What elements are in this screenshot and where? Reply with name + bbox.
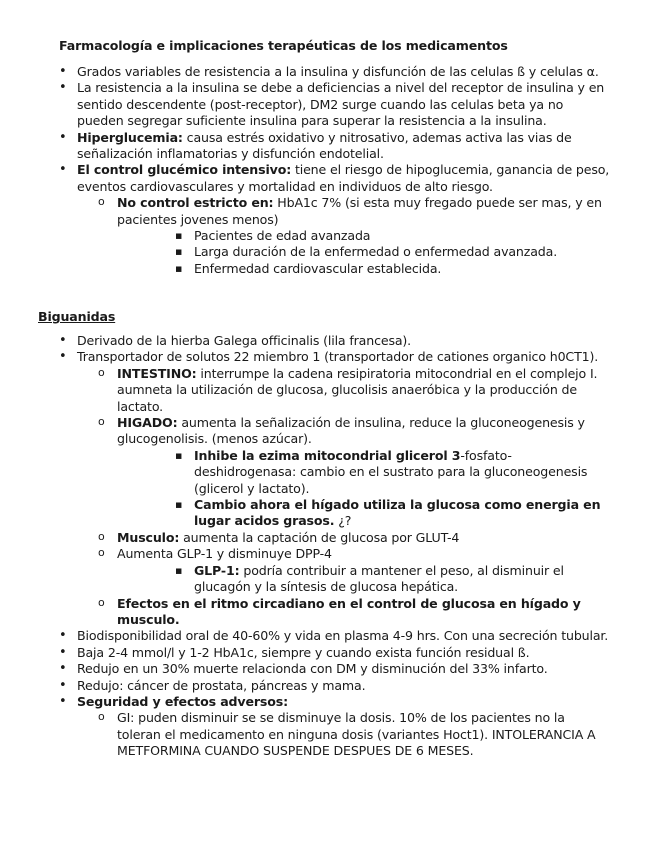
intro-bullet-list (57, 64, 612, 277)
list-item: • Redujo: cáncer de prostata, páncreas y mama. (57, 678, 612, 694)
list-item: o Aumenta GLP-1 y disminuye DPP-4 ▪ GLP-1: podría contribuir a mantener el peso, al disminuir el glucagón y la síntesis de glucosa hepática. (77, 546, 612, 595)
list-item: • Redujo en un 30% muerte relacionda con DM y disminución del 33% infarto. (57, 661, 612, 677)
list-item: o No control estricto en: HbA1c 7% (si esta muy fregado puede ser mas, y en pacientes jovenes menos) ▪ Pacientes de edad avanzada ▪ Larga duración de la enfermedad o enfermedad avanzada. ▪ Enfermedad cardiovascular establecida. (77, 195, 612, 277)
list-item: ▪ Cambio ahora el hígado utiliza la glucosa como energia en lugar acidos grasos. ¿? (117, 497, 612, 530)
biguanidas-bullet-list (57, 333, 612, 760)
section-heading: Biguanidas (38, 309, 116, 324)
sublist (77, 366, 612, 629)
list-item: • Derivado de la hierba Galega officinalis (lila francesa). (57, 333, 612, 349)
list-item: • Biodisponibilidad oral de 40-60% y vida en plasma 4-9 hrs. Con una secreción tubular. (57, 628, 612, 644)
list-item: ▪ Inhibe la ezima mitocondrial glicerol 3-fosfato- deshidrogenasa: cambio en el sustrato para la gluconeogenesis (glicerol y lactato). (117, 448, 612, 497)
list-item: ▪ Enfermedad cardiovascular establecida. (117, 261, 612, 277)
page-title: Farmacología e implicaciones terapéuticas de los medicamentos (59, 38, 508, 53)
list-item: o GI: puden disminuir se se disminuye la dosis. 10% de los pacientes no la toleran el medicamento en ninguna dosis (variantes Hoct1). INTOLERANCIA A METFORMINA CUANDO SUSPENDE DESPUES DE 6 MESES. (77, 710, 612, 759)
sublist (77, 195, 612, 277)
sublist (117, 228, 612, 277)
list-item: o Musculo: aumenta la captación de glucosa por GLUT-4 (77, 530, 612, 546)
list-item: o INTESTINO: interrumpe la cadena resipiratoria mitocondrial en el complejo I. aumneta la utilización de glucosa, glucolisis anaeróbica y la producción de lactato. (77, 366, 612, 415)
sublist (77, 710, 612, 759)
list-item: • Baja 2-4 mmol/l y 1-2 HbA1c, siempre y cuando exista función residual ß. (57, 645, 612, 661)
list-item: • La resistencia a la insulina se debe a deficiencias a nivel del receptor de insulina y en sentido descendente (post-receptor), DM2 surge cuando las celulas beta ya no pueden segregar suficiente insulina para superar la resistencia a la insulina. (57, 80, 612, 129)
list-item: ▪ Larga duración de la enfermedad o enfermedad avanzada. (117, 244, 612, 260)
list-item: • Transportador de solutos 22 miembro 1 (transportador de cationes organico h0CT1). o INTESTINO: interrumpe la cadena resipiratoria mitocondrial en el complejo I. aumneta la utilización de glucosa, glucolisis anaeróbica y la producción de lactato. o HIGADO: aumenta la señalización de insulina, reduce la gluconeogenesis y glucogenolisis. (menos azúcar). ▪ Inhibe la ezima mitocondrial glicerol 3-fosfato- deshidrogenasa: cambio en el sustrato para la gluconeogenesis (glicerol y lactato). ▪ Cambio ahora el hígado utiliza la glucosa como energia en lugar acidos grasos. ¿? o Musculo: aumenta la captación de glucosa por GLUT-4 o Aumenta GLP-1 y disminuye DPP-4 ▪ GLP-1: podría contribuir a mantener el peso, al disminuir el glucagón y la síntesis de glucosa hepática. o Efectos en el ritmo circadiano en el control de glucosa en hígado y musculo. (57, 349, 612, 628)
list-item: • Grados variables de resistencia a la insulina y disfunción de las celulas ß y celulas α. (57, 64, 612, 80)
list-item: • Hiperglucemia: causa estrés oxidativo y nitrosativo, ademas activa las vias de señalización inflamatorias y disfunción endotelial. (57, 130, 612, 163)
list-item: o HIGADO: aumenta la señalización de insulina, reduce la gluconeogenesis y glucogenolisis. (menos azúcar). ▪ Inhibe la ezima mitocondrial glicerol 3-fosfato- deshidrogenasa: cambio en el sustrato para la gluconeogenesis (glicerol y lactato). ▪ Cambio ahora el hígado utiliza la glucosa como energia en lugar acidos grasos. ¿? (77, 415, 612, 530)
list-item: • Seguridad y efectos adversos: o GI: puden disminuir se se disminuye la dosis. 10% de los pacientes no la toleran el medicamento en ninguna dosis (variantes Hoct1). INTOLERANCIA A METFORMINA CUANDO SUSPENDE DESPUES DE 6 MESES. (57, 694, 612, 760)
sublist (117, 563, 612, 596)
sublist (117, 448, 612, 530)
list-item: ▪ Pacientes de edad avanzada (117, 228, 612, 244)
list-item: • El control glucémico intensivo: tiene el riesgo de hipoglucemia, ganancia de peso, eventos cardiovasculares y mortalidad en individuos de alto riesgo. o No control estricto en: HbA1c 7% (si esta muy fregado puede ser mas, y en pacientes jovenes menos) ▪ Pacientes de edad avanzada ▪ Larga duración de la enfermedad o enfermedad avanzada. ▪ Enfermedad cardiovascular establecida. (57, 162, 612, 277)
list-item: ▪ GLP-1: podría contribuir a mantener el peso, al disminuir el glucagón y la síntesis de glucosa hepática. (117, 563, 612, 596)
list-item: o Efectos en el ritmo circadiano en el control de glucosa en hígado y musculo. (77, 596, 612, 629)
